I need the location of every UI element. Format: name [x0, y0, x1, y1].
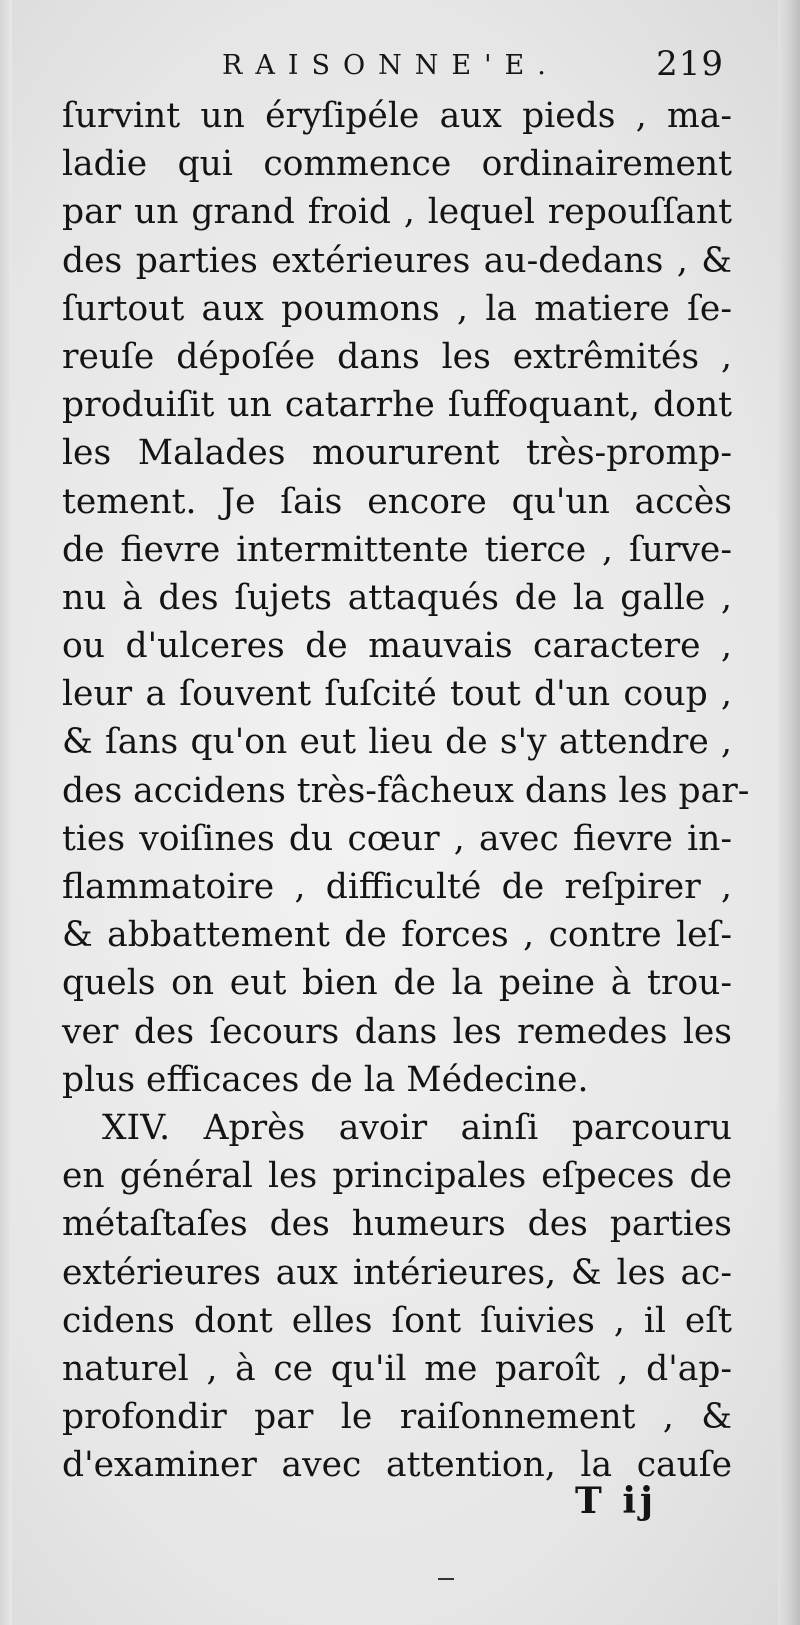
- section-start-line: XIV. Après avoir ainſi parcouru: [102, 1107, 732, 1148]
- text-line: ſurtout aux poumons , la matiere ſe-: [62, 288, 732, 329]
- page-number: 219: [656, 44, 724, 84]
- body-text: [62, 92, 750, 1489]
- running-head: [62, 44, 732, 92]
- text-line: métaſtaſes des humeurs des parties: [62, 1204, 732, 1245]
- text-line: naturel , à ce qu'il me paroît , d'ap-: [62, 1348, 732, 1389]
- text-line: les Malades moururent très-promp-: [62, 433, 732, 474]
- text-line: cidens dont elles ſont ſuivies , il eſt: [62, 1300, 732, 1341]
- page-gutter-shadow: [0, 0, 12, 1625]
- text-line: ladie qui commence ordinairement: [62, 144, 732, 185]
- text-line: & abbattement de forces , contre leſ-: [62, 915, 732, 956]
- text-line: par un grand froid , lequel repouſſant: [62, 192, 732, 233]
- text-line: des parties extérieures au-dedans , &: [62, 240, 732, 281]
- text-line: reuſe dépoſée dans les extrêmités ,: [62, 336, 732, 377]
- text-line: produiſit un catarrhe ſuffoquant, dont: [62, 385, 732, 426]
- text-line: nu à des ſujets attaqués de la galle ,: [62, 577, 732, 618]
- text-line: de fievre intermittente tierce , ſurve-: [62, 529, 732, 570]
- text-line: extérieures aux intérieures, & les ac-: [62, 1252, 732, 1293]
- text-line: profondir par le raiſonnement , &: [62, 1397, 732, 1438]
- signature-mark: T ij: [575, 1480, 658, 1522]
- text-line: tement. Je ſais encore qu'un accès: [62, 481, 732, 522]
- running-title: RAISONNE'E.: [222, 50, 559, 81]
- paragraph-end-line: plus efficaces de la Médecine.: [62, 1059, 589, 1100]
- text-line: ſurvint un éryſipéle aux pieds , ma-: [62, 96, 732, 136]
- text-line: quels on eut bien de la peine à trou-: [62, 963, 732, 1004]
- text-line: & ſans qu'on eut lieu de s'y attendre ,: [62, 722, 732, 763]
- text-line: en général les principales eſpeces de: [62, 1156, 732, 1197]
- text-line: des accidens très-fâcheux dans les par-: [62, 770, 750, 811]
- text-line: ties voiſines du cœur , avec fievre in-: [62, 818, 732, 859]
- print-dash: [438, 1578, 454, 1580]
- text-line: ou d'ulceres de mauvais caractere ,: [62, 626, 732, 667]
- text-line: leur a ſouvent ſuſcité tout d'un coup ,: [62, 674, 732, 715]
- page-edge-shadow: [778, 0, 800, 1625]
- text-line: flammatoire , difficulté de reſpirer ,: [62, 867, 732, 907]
- text-line: ver des ſecours dans les remedes les: [62, 1011, 732, 1052]
- text-line: d'examiner avec attention, la cauſe: [62, 1445, 732, 1486]
